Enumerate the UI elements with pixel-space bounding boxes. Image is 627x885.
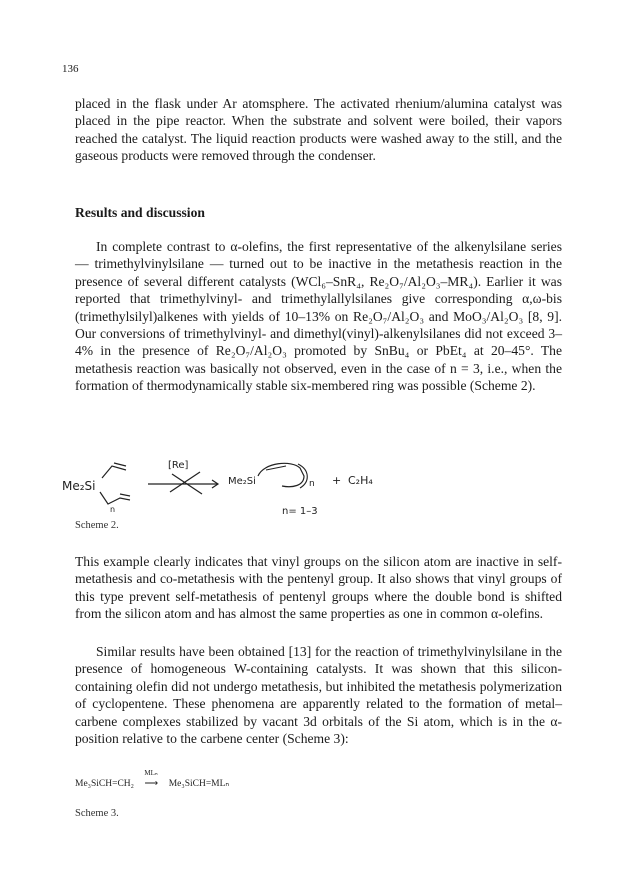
intro-paragraph: placed in the flask under Ar atomsphere. The activated rhenium/alumina catalyst was placed in the pipe reactor. When the substrate and solvent were boiled, their vapors reached the catalyst. The liquid reaction products were washed away to the still, and the gaseous products were removed through the condenser. (75, 96, 562, 164)
scheme3-catalyst: MLₙ (144, 769, 158, 777)
results-paragraph-1: In complete contrast to α-olefins, the first representative of the alkenylsilane series — trimethylvinylsilane — turned out to be inactive in the metathesis reaction in the presence of several different catalysts (WCl₆–SnR₄, Re₂O₇/Al₂O₃–MR₄). Earlier it was reported that trimethylvinyl- and trimethylallylsilanes give corresponding α,ω-bis (trimethylsilyl)alkenes with yields of 10–13% on Re₂O₇/Al₂O₃ and MoO₃/Al₂O₃ [8, 9]. Our conversions of trimethylvinyl- and dimethyl(vinyl)-alkenylsilanes did not exceed 3–4% in the presence of Re₂O₇/Al₂O₃ promoted by SnBu₄ or PbEt₄ at 20–45°. The metathesis reaction was basically not observed, even in the case of n = 3, i.e., when the formation of thermodynamically stable six-membered ring was possible (Scheme 2). (75, 239, 562, 394)
scheme-3-caption: Scheme 3. (75, 808, 119, 819)
scheme3-product: Me₃SiCH=MLₙ (168, 779, 230, 789)
plus-sign: + (332, 474, 342, 487)
lower-pentenyl-chain (100, 492, 130, 504)
section-heading: Results and discussion (75, 205, 205, 220)
lower-double-bond (120, 494, 130, 496)
reactant-n-subscript: n (110, 505, 116, 514)
scheme-2-caption: Scheme 2. (75, 520, 119, 531)
n-range-label: n= 1–3 (282, 506, 318, 517)
scheme-2-diagram (60, 448, 440, 518)
upper-vinyl-double-bond (114, 463, 126, 466)
ethylene-byproduct: C₂H₄ (348, 474, 373, 487)
scheme3-arrow: MLₙ ⟶ (144, 769, 159, 789)
results-paragraph-3: Similar results have been obtained [13] for the reaction of trimethylvinylsilane in the presence of homogeneous W-containing catalysts. It was shown that this silicon-containing olefin did not undergo metathesis, but inhibited the metathesis polymerization of cyclopentene. These phenomena are apparently related to the formation of metal–carbene complexes stabilized by vacant 3d orbitals of the Si atom, which is in the α-position relative to the carbene center (Scheme 3): (75, 644, 562, 747)
product-n-subscript: n (309, 479, 315, 489)
scheme2-catalyst-label: [Re] (168, 460, 189, 471)
results-paragraph-2: This example clearly indicates that vinyl groups on the silicon atom are inactive in self-metathesis and co-metathesis with the pentenyl group. It also shows that vinyl groups of this type prevent self-metathesis of pentenyl groups where the double bond is shifted from the silicon atom and has almost the same properties as one in common α-olefins. (75, 554, 562, 622)
scheme3-reactant: Me₃SiCH=CH₂ (75, 779, 134, 789)
scheme2-reactant-label: Me₂Si (62, 479, 96, 493)
upper-vinyl-bond (102, 466, 126, 478)
scheme2-product-si-label: Me₂Si (228, 476, 256, 487)
page-number: 136 (62, 63, 79, 75)
scheme-3-equation (75, 769, 230, 789)
